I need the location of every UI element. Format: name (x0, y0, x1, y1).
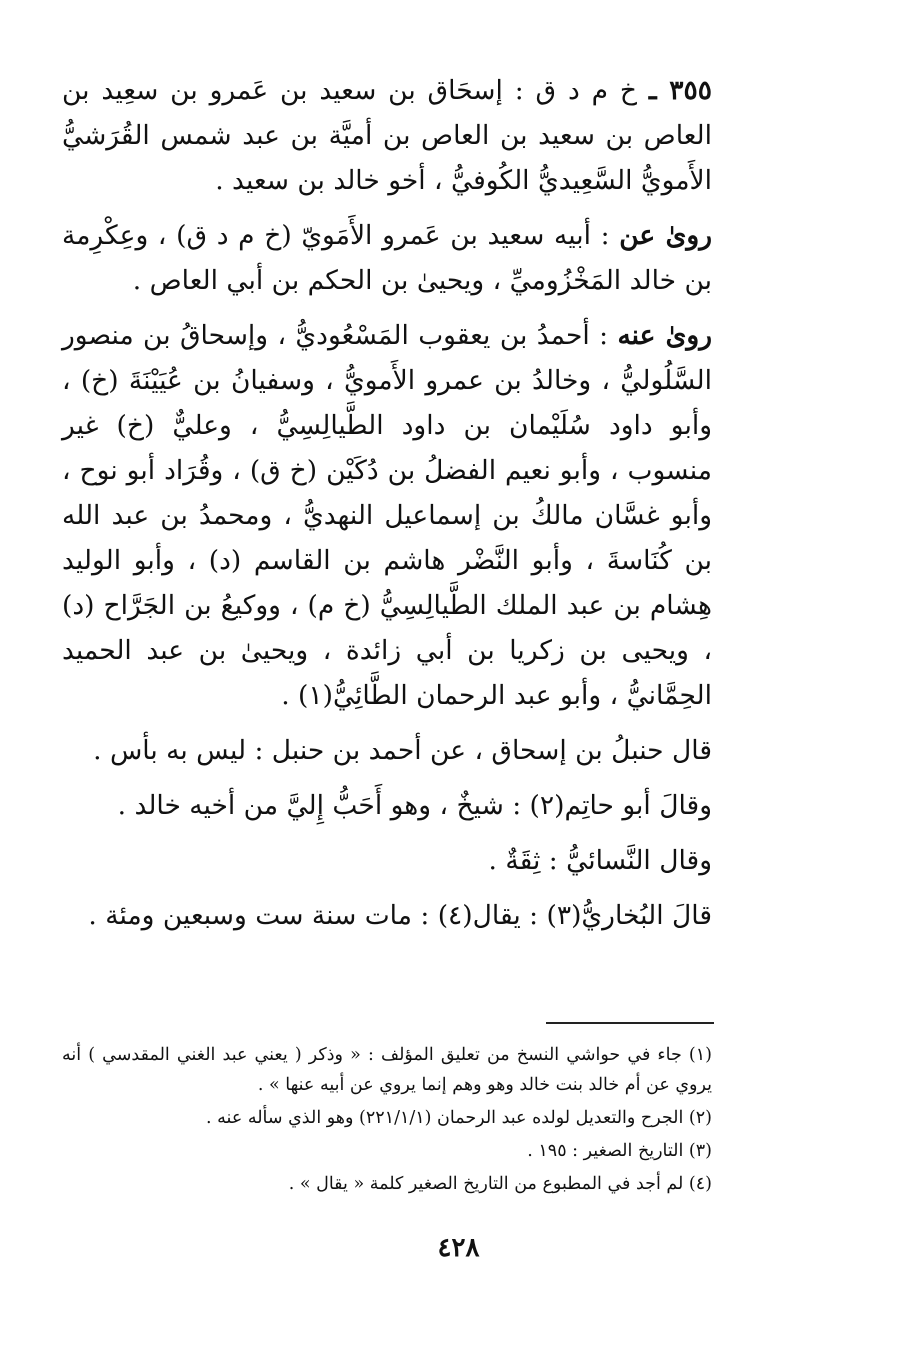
footnote-4: (٤) لم أجد في المطبوع من التاريخ الصغير كلمة « يقال » . (288, 1174, 712, 1194)
quote-nasai: وقال النَّسائيُّ : ثِقَةٌ . (488, 845, 712, 876)
entry-intro: خ م د ق : إسحَاق بن سعيد بن عَمرو بن سعِيد بن العاص بن سعيد بن العاص بن أميَّة بن عبد شمس القُرَشيُّ الأَمويُّ السَّعِيديُّ الكُوفيُّ ، أخو خالد بن سعيد . (62, 75, 712, 196)
page-number: ٤٢٨ (437, 1233, 480, 1263)
riwaya-an-paragraph (62, 213, 712, 303)
footnotes (62, 1040, 712, 1202)
riwaya-an-text: : أبيه سعيد بن عَمرو الأَمَويّ (خ م د ق) ، وعِكْرِمة بن خالد المَخْزُوميِّ ، ويحيىٰ بن الحكم بن أبي العاص . (62, 220, 712, 296)
footnote-3: (٣) التاريخ الصغير : ١٩٥ . (527, 1141, 712, 1161)
riwaya-an-heading: روىٰ عن (619, 220, 713, 251)
quote-abu-hatim: وقالَ أبو حاتِم(٢) : شيخٌ ، وهو أَحَبُّ إِليَّ من أخيه خالد . (117, 790, 712, 821)
riwaya-anhu-heading: روىٰ عنه (617, 320, 712, 351)
riwaya-anhu-paragraph (62, 313, 712, 718)
footnote-separator (546, 1022, 714, 1024)
main-text (62, 68, 712, 948)
footnote-1: (١) جاء في حواشي النسخ من تعليق المؤلف : « وذكر ( يعني عبد الغني المقدسي ) أنه يروي عن أم خالد بنت خالد وهو وهم إنما يروي عن أبيه عنها » . (62, 1045, 712, 1095)
footnote-2: (٢) الجرح والتعديل لولده عبد الرحمان (٢٢١/١/١) وهو الذي سأله عنه . (206, 1108, 712, 1128)
quote-hanbal: قال حنبلُ بن إسحاق ، عن أحمد بن حنبل : ليس به بأس . (93, 735, 712, 766)
riwaya-anhu-text: : أحمدُ بن يعقوب المَسْعُوديُّ ، وإسحاقُ بن منصور السَّلُوليُّ ، وخالدُ بن عمرو الأَمويُّ ، وسفيانُ بن عُيَيْنَةَ (خ) ، وأبو داود سُلَيْمان بن داود الطَّيالِسِيُّ ، وعليٌّ (خ) غير منسوب ، وأبو نعيم الفضلُ بن دُكَيْن (خ ق) ، وقُرَاد أبو نوح ، وأبو غسَّان مالكُ بن إسماعيل النهديُّ ، ومحمدُ بن عبد الله بن كُنَاسةَ ، وأبو النَّضْر هاشم بن القاسم (د) ، وأبو الوليد هِشام بن عبد الملك الطَّيالِسِيُّ (خ م) ، ووكيعُ بن الجَرَّاح (د) ، ويحيى بن زكريا بن أبي زائدة ، ويحيىٰ بن عبد الحميد الحِمَّانيُّ ، وأبو عبد الرحمان الطَّائِيُّ(١) . (62, 320, 712, 711)
entry-number: ٣٥٥ ـ (648, 75, 712, 106)
quote-bukhari: قالَ البُخاريُّ(٣) : يقال(٤) : مات سنة ست وسبعين ومئة . (88, 900, 712, 931)
entry-intro-paragraph (62, 68, 712, 203)
